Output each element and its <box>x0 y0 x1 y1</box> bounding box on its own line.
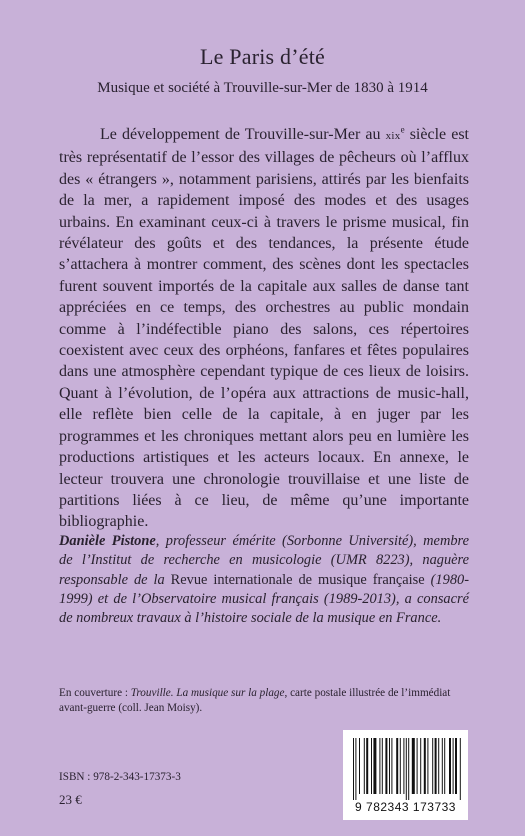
book-subtitle: Musique et société à Trouville-sur-Mer de 1830 à 1914 <box>97 80 428 96</box>
barcode <box>343 730 468 820</box>
barcode-bars <box>349 738 462 800</box>
century-numeral: xix <box>385 130 401 142</box>
cover-credit-suffix: , carte postale illustrée de l’immédiat avant-guerre (coll. Jean Moisy). <box>59 687 451 714</box>
blurb-text-start: Le développement de Trouville-sur-Mer au <box>100 126 386 143</box>
century-superscript: e <box>400 124 405 135</box>
price: 23 € <box>59 792 82 807</box>
revue-title: Revue internationale de musique française <box>170 571 425 588</box>
barcode-number: 9 782343 173733 <box>355 800 456 814</box>
cover-credit-work: Trouville. La musique sur la plage <box>130 687 285 699</box>
book-title: Le Paris d’été <box>200 44 325 69</box>
author-bio-text-2: (1980-1999) et de l’Observatoire musical français (1989-2013), a consacré de nombreux travaux à l’histoire sociale de la musique en France. <box>59 571 469 627</box>
cover-credit-prefix: En couverture : <box>59 687 131 699</box>
author-name: Danièle Pistone <box>59 533 156 549</box>
blurb-text-rest: siècle est très représentatif de l’essor des villages de pêcheurs où l’afflux des « étrangers », notamment parisiens, attirés par les bienfaits de la mer, a rapidement imposé des modes et des usages urbains. En examinant ceux-ci à travers le prisme musical, fin révélateur des goûts et des tendances, la présente étude s’attachera à montrer comment, des scènes dont les spectacles furent souvent importés de la capitale aux salles de danse tant appréciées en ce temps, des orchestres au public mondain comme à l’indéfectible piano des salons, ces répertoires coexistent avec ceux des orphéons, fanfares et fêtes populaires dans une atmosphère cependant typique de ces lieux de loisirs. Quant à l’évolution, de l’opéra aux attractions de music-hall, elle reflète bien celle de la capitale, à en juger par les programmes et les chroniques mettant alors peu en lumière les productions artistiques et les acteurs locaux. En annexe, le lecteur trouvera une chronologie trouvillaise et une liste de partitions liées à ce lieu, de même qu’une importante bibliographie. <box>59 126 469 531</box>
blurb-paragraph <box>59 124 469 533</box>
isbn: ISBN : 978-2-343-17373-3 <box>59 771 181 783</box>
cover-credit <box>59 686 469 716</box>
author-bio-text-1: , professeur émérite (Sorbonne Université), membre de l’Institut de recherche en musicologie (UMR 8223), naguère responsable de la <box>59 533 469 588</box>
author-bio <box>59 532 469 628</box>
